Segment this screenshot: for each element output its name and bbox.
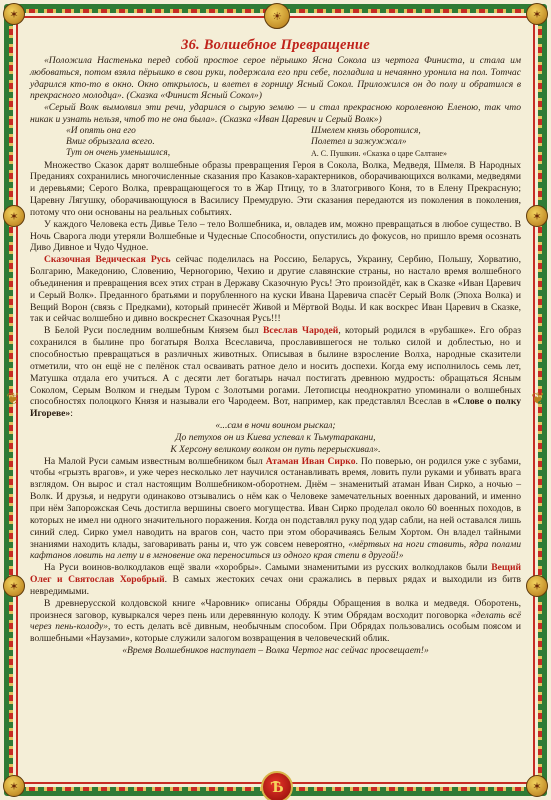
verse-attribution: А. С. Пушкин. «Сказка о царе Салтане» xyxy=(311,149,447,159)
paragraph-text: . В самых жестоких сечах они сражались в первых рядах и выходили из битв невредимыми. xyxy=(30,574,521,597)
verse-right-column xyxy=(311,126,521,160)
highlight-name: Вещий Олег и Святослав Хоробрый xyxy=(30,562,521,586)
inline-quote: «делать всё через пень-колоду» xyxy=(30,609,521,633)
quote-source: (Сказка «Иван Царевич и Серый Волк») xyxy=(219,114,382,126)
paragraph xyxy=(30,562,521,598)
firebird-icon: ❦ xyxy=(6,388,20,408)
paragraph-text: : xyxy=(70,408,73,420)
side-medallion-icon: ✶ xyxy=(526,575,548,597)
paragraph-text: , то есть делать всё дивным, необычным способом. При Обрядах пользовались особым поясом и волшебными «Наузами», которые служили залогом возвращения в человеческий облик. xyxy=(30,621,521,645)
paragraph-text: В древнерусской колдовской книге «Чаровник» описаны Обряды Обращения в волка и медведя. Оборотень, произнеся заговор, кувыркался через пень или деревянную колоду. К этим Обрядам восходит поговорка xyxy=(30,597,521,621)
epigraph-quote xyxy=(30,55,521,102)
paragraph-text: . По поверью, он родился уже с зубами, чтобы «грызть врагов», и уже через несколько лет научился останавливать время, ловить пули руками и убивать врага взглядом. Он вырос и стал настоящим Волшебником-оборотнем. Днём – знаменитый атаман Иван Сирко, а ночью – Волк. И друзья, и недруги одинаково отзывались о нём как о Человеке замечательных военных дарований, и именно при нём Запорожская Сечь достигла вершины своего могущества. Иван Сирко проделал около 60 военных походов, в которых не имел ни одного значительного поражения. Когда он подставлял руку под удар сабли, на ней оставался лишь синий след. Сирко умел наводить на врагов сон, часто при этом оборачиваясь Белым Хортом. Он владел тайными знаниями находить клады, заговаривать раны и, что уж совсем невероятно, xyxy=(30,455,522,550)
epigraph-quote xyxy=(30,102,521,126)
quote-source: (Сказка «Финист Ясный Сокол») xyxy=(126,90,262,102)
highlight-name: Всеслав Чародей xyxy=(262,325,339,337)
corner-medallion-icon: ✶ xyxy=(3,3,25,25)
verse-line: Полетел и зажужжал» xyxy=(311,137,407,148)
paragraph xyxy=(30,598,521,645)
verse-line: «...сам в ночи воином рыскал; xyxy=(215,420,336,432)
verse-line: Тут он очень уменьшился, xyxy=(66,148,171,159)
paragraph xyxy=(30,325,521,420)
verse-line: Шмелем князь оборотился, xyxy=(311,125,421,136)
corner-medallion-icon: ✶ xyxy=(3,775,25,797)
firebird-icon: ❦ xyxy=(531,388,545,408)
article-body xyxy=(30,37,522,657)
corner-medallion-icon: ✶ xyxy=(526,3,548,25)
verse-line: До петухов он из Киева успевал к Тьмутаракани, xyxy=(175,431,376,443)
corner-medallion-icon: ✶ xyxy=(526,775,548,797)
paragraph: У каждого Человека есть Дивье Тело – тело Волшебника, и, овладев им, можно превращаться в любое существо. В Ночь Сварога люди утеряли Волшебные и Чудесные Способности, опустились до фокусов, но пришло время осознать Диво Дивное и Чудо Чудное. xyxy=(30,218,521,254)
paragraph-text: сейчас поделилась на Россию, Беларусь, Украину, Сербию, Польшу, Хорватию, Болгарию, Македонию, Словению, Черногорию, Чехию и другие славянские страны, но настало время волшебного объединения и превращения всех этих стран в Державу Сказочную Русь! Это произойдёт, как в Сказке «Иван Царевич и Серый Волк». Преданного братьями и порубленного на куски Ивана Царевича спасёт Серый Волк (Эпоха Волка) и Вещий Ворон (связь с Предками), который принесёт Живой и Мёртвой Воды. И как воскрес Иван Царевич в Сказке, так и сейчас волшебно и дивно воскреснет Сказочная Русь!!! xyxy=(30,254,521,325)
sun-emblem-icon: ☀ xyxy=(264,3,290,29)
source-title: «Слове о полку Игореве» xyxy=(30,396,522,420)
closing-quote: «Время Волшебников наступает – Волка Чертог нас сейчас просвещает!» xyxy=(122,645,429,657)
paragraph-text: На Руси воинов-волкодлаков ещё звали «хоробры». Самыми знаменитыми из русских волкодлаков были xyxy=(44,562,492,574)
verse-line: «И опять она его xyxy=(66,125,136,136)
paragraph-text: В Белой Руси последним волшебным Князем был xyxy=(44,325,263,337)
page-title: 36. Волшебное Превращение xyxy=(181,37,370,53)
yat-letter-seal: Ѣ xyxy=(261,771,293,800)
paragraph xyxy=(30,456,521,563)
paragraph-text: , который родился в «рубашке». Его образ сохранился в былине про богатыря Волха Всеславича, прославившегося не только силой и доблестью, но и способностью превращаться в различных животных. Описывая в былине взросление Волха, народные сказители отметили, что он ещё не с пелёнок стал осваивать ратное дело и носить доспехи. Когда ему исполнилось семь лет, Матушка отдала его учиться. А с десяти лет богатырь начал постигать древнюю мудрость: обращаться Ясным Соколом, Серым Волком и гнедым Туром с Золотыми рогами. Летописцы неоднократно упоминали о волшебных способностях полоцкого Князя и называли его Чародеем. Вот, например, как представлял Всеслав в xyxy=(30,325,522,408)
verse-left-column xyxy=(66,126,276,160)
paragraph: Множество Сказок дарят волшебные образы превращения Героя в Сокола, Волка, Медведя, Шмеля. В Народных Преданиях сохранились многочисленные сказания про Казаков-характерников, оборачивающихся волками, медведями и деревьями; Серого Волка, превращающегося то в Жар Птицу, то в Златогривого Коня, то в Елену Прекрасную; Царевну Лягушку, оборачивающуюся в Василису Премудрую. Эти сказания передаются из поколения в поколения, потому что они основаны на реальных событиях. xyxy=(30,159,521,218)
highlight-name: Атаман Иван Сирко xyxy=(265,455,356,467)
paragraph-text: На Малой Руси самым известным волшебником был xyxy=(44,455,266,467)
side-medallion-icon: ✶ xyxy=(526,205,548,227)
inline-quote: «мёртвых на ноги ставить, ядра полами кафтанов ловить на лету и в мгновение ока переноситься из одного края степи в другой!» xyxy=(30,538,522,562)
quote-text: «Серый Волк вымолвил эти речи, ударился о сырую землю — и стал прекрасною королевною Еленою, так что никак и узнать нельзя, чтоб то не она была». xyxy=(30,102,521,126)
pushkin-verse xyxy=(66,126,521,160)
highlight-term: Сказочная Ведическая Русь xyxy=(44,254,171,266)
verse-line: К Херсону великому волком он путь перерыскивал». xyxy=(170,443,381,455)
verse-line: Вмиг обрызгала всего. xyxy=(66,137,155,148)
side-medallion-icon: ✶ xyxy=(3,205,25,227)
side-medallion-icon: ✶ xyxy=(3,575,25,597)
quote-text: «Положила Настенька перед собой простое серое пёрышко Ясна Сокола из чертога Финиста, и стала им любоваться, потом взяла пёрышко в свои руки, подержала его при себе, погладила и нечаянно уронила на пол. Тотчас ударился кто-то в окно. Окно открылось, и влетел в горницу Ясный Сокол. Приложился он до полу и обратился в прекрасного молодца». xyxy=(30,54,521,102)
paragraph xyxy=(30,254,521,325)
